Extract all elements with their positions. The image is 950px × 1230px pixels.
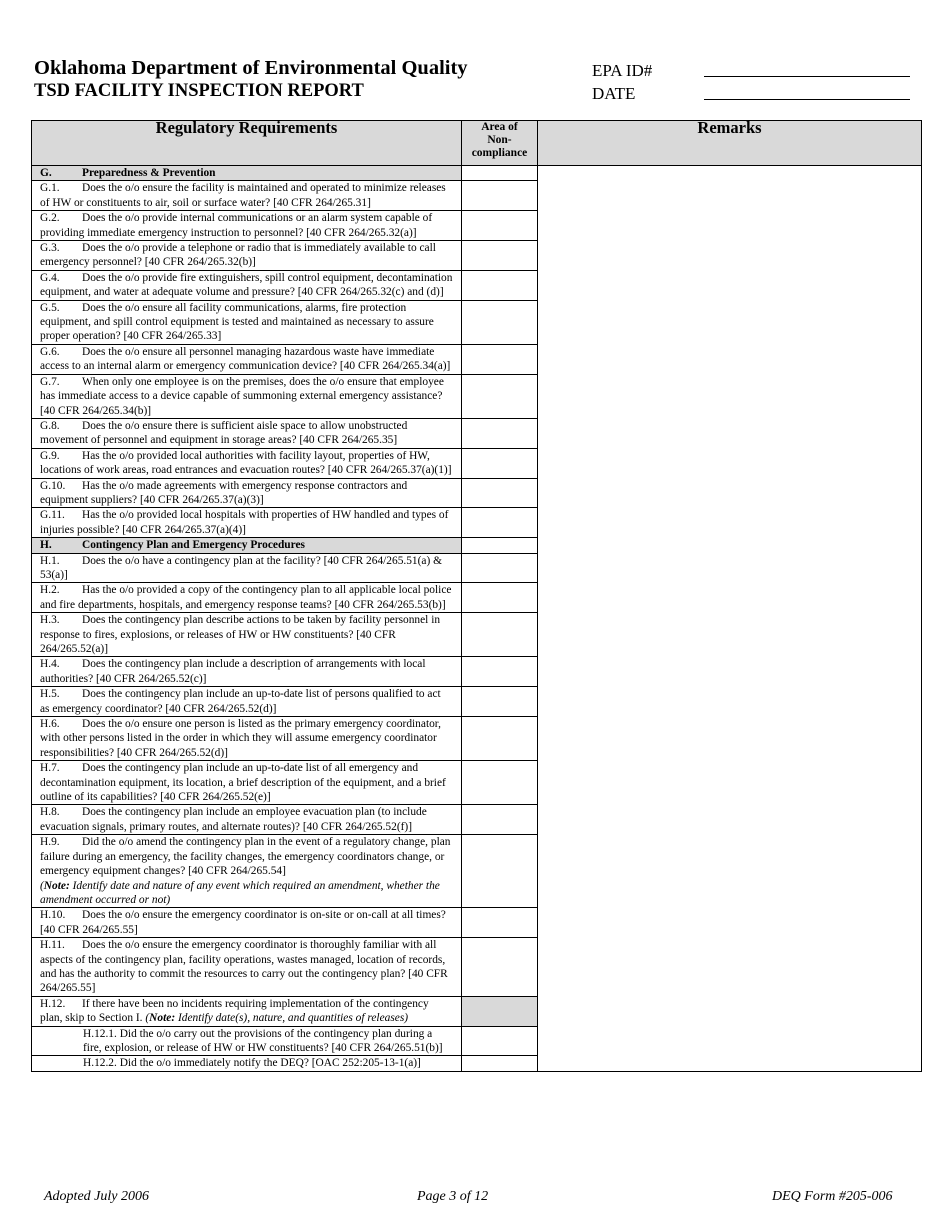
requirement-item: G.1. Does the o/o ensure the facility is maintained and operated to minimize releases of HW or constituents to air, soil or surface water? [40 CFR 264/265.31] [32,181,462,211]
noncompliance-cell[interactable] [462,448,538,478]
noncompliance-cell[interactable] [462,538,538,553]
noncompliance-cell[interactable] [462,687,538,717]
document-header [34,57,468,103]
requirement-item: H.7. Does the contingency plan include an up-to-date list of all emergency and decontamination equipment, its location, a brief description of the equipment, and a brief outline of its capabilities? [40 CFR 264/265.52(e)] [32,761,462,805]
noncompliance-cell[interactable] [462,300,538,344]
noncompliance-cell[interactable] [462,996,538,1026]
requirement-item: H.12. If there have been no incidents requiring implementation of the contingency plan, skip to Section I. (Note: Identify date(s), nature, and quantities of releases) [32,996,462,1026]
requirement-item: G.9. Has the o/o provided local authorities with facility layout, properties of HW, locations of work areas, road entrances and evacuation routes? [40 CFR 264/265.37(a)(1)] [32,448,462,478]
requirement-item: G.8. Does the o/o ensure there is sufficient aisle space to allow unobstructed movement of personnel and equipment in storage areas? [40 CFR 264/265.35] [32,418,462,448]
requirement-item: G.4. Does the o/o provide fire extinguishers, spill control equipment, decontamination equipment, and water at adequate volume and pressure? [40 CFR 264/265.32(c) and (d)] [32,270,462,300]
requirement-item: H.11. Does the o/o ensure the emergency coordinator is thoroughly familiar with all aspects of the contingency plan, facility operations, wastes managed, location of records, and has the authority to commit the resources to carry out the contingency plan? [40 CFR 264/265.55] [32,938,462,997]
requirement-subitem: H.12.2. Did the o/o immediately notify the DEQ? [OAC 252:205-13-1(a)] [32,1056,462,1071]
noncompliance-cell[interactable] [462,1056,538,1071]
noncompliance-cell[interactable] [462,835,538,908]
requirement-item: H.3. Does the contingency plan describe actions to be taken by facility personnel in response to fires, explosions, or releases of HW or HW constituents? [40 CFR 264/265.52(a)] [32,613,462,657]
requirement-item: G.11. Has the o/o provided local hospitals with properties of HW handled and types of injuries possible? [40 CFR 264/265.37(a)(4)] [32,508,462,538]
requirement-subitem: H.12.1. Did the o/o carry out the provisions of the contingency plan during a fire, explosion, or release of HW or HW constituents? [40 CFR 264/265.51(b)] [32,1026,462,1056]
requirement-item: G.5. Does the o/o ensure all facility communications, alarms, fire protection equipment, and spill control equipment is tested and maintained as necessary to assure proper operation? [40 CFR 264/265.33] [32,300,462,344]
noncompliance-cell[interactable] [462,805,538,835]
requirement-item: G.2. Does the o/o provide internal communications or an alarm system capable of providing immediate emergency instruction to personnel? [40 CFR 264/265.32(a)] [32,211,462,241]
epa-id-field[interactable] [704,76,910,77]
noncompliance-cell[interactable] [462,211,538,241]
noncompliance-cell[interactable] [462,270,538,300]
requirement-item: H.6. Does the o/o ensure one person is listed as the primary emergency coordinator, with other persons listed in the order in which they will assume emergency coordinator responsibilities? [40 CFR 264/265.52(d)] [32,717,462,761]
section-heading-g: G. Preparedness & Prevention [32,166,462,181]
noncompliance-cell[interactable] [462,761,538,805]
requirement-item: G.10. Has the o/o made agreements with emergency response contractors and equipment suppliers? [40 CFR 264/265.37(a)(3)] [32,478,462,508]
noncompliance-cell[interactable] [462,583,538,613]
noncompliance-cell[interactable] [462,344,538,374]
inspection-table [31,120,922,1072]
requirement-item: H.2. Has the o/o provided a copy of the contingency plan to all applicable local police and fire departments, hospitals, and emergency response teams? [40 CFR 264/265.53(b)] [32,583,462,613]
footer-adopted: Adopted July 2006 [44,1189,149,1204]
col-header-area: Area of Non-compliance [462,121,538,166]
requirement-item: G.7. When only one employee is on the premises, does the o/o ensure that employee has immediate access to a device capable of summoning external emergency assistance? [40 CFR 264/265.34(b)] [32,374,462,418]
requirement-item: H.4. Does the contingency plan include a description of arrangements with local authorities? [40 CFR 264/265.52(c)] [32,657,462,687]
footer-page: Page 3 of 12 [417,1189,489,1204]
noncompliance-cell[interactable] [462,553,538,583]
noncompliance-cell[interactable] [462,938,538,997]
noncompliance-cell[interactable] [462,908,538,938]
noncompliance-cell[interactable] [462,166,538,181]
date-field[interactable] [704,99,910,100]
noncompliance-cell[interactable] [462,613,538,657]
col-header-requirements: Regulatory Requirements [32,121,462,166]
id-date-fields [592,59,652,105]
col-header-remarks: Remarks [538,121,922,166]
requirement-item: H.10. Does the o/o ensure the emergency coordinator is on-site or on-call at all times? [40 CFR 264/265.55] [32,908,462,938]
remarks-area[interactable] [538,166,922,1072]
noncompliance-cell[interactable] [462,478,538,508]
date-label: DATE [592,84,636,103]
noncompliance-cell[interactable] [462,418,538,448]
footer-form: DEQ Form #205-006 [772,1189,893,1204]
noncompliance-cell[interactable] [462,181,538,211]
noncompliance-cell[interactable] [462,1026,538,1056]
noncompliance-cell[interactable] [462,374,538,418]
requirement-item: H.9. Did the o/o amend the contingency plan in the event of a regulatory change, plan failure during an emergency, the facility changes, the emergency coordinators change, or emergency equipment changes? [40 CFR 264/265.54] (Note: Identify date and nature of any event which required an amendment, whether the amendment occurred or not) [32,835,462,908]
epa-id-label: EPA ID# [592,61,653,80]
requirement-item: G.3. Does the o/o provide a telephone or radio that is immediately available to call emergency personnel? [40 CFR 264/265.32(b)] [32,241,462,271]
noncompliance-cell[interactable] [462,241,538,271]
requirement-item: H.5. Does the contingency plan include an up-to-date list of persons qualified to act as emergency coordinator? [40 CFR 264/265.52(d)] [32,687,462,717]
requirement-item: H.8. Does the contingency plan include an employee evacuation plan (to include evacuation signals, primary routes, and alternate routes)? [40 CFR 264/265.52(f)] [32,805,462,835]
noncompliance-cell[interactable] [462,717,538,761]
requirement-item: G.6. Does the o/o ensure all personnel managing hazardous waste have immediate access to an internal alarm or emergency communication device? [40 CFR 264/265.34(a)] [32,344,462,374]
requirement-item: H.1. Does the o/o have a contingency plan at the facility? [40 CFR 264/265.51(a) & 53(a)] [32,553,462,583]
organization-name: Oklahoma Department of Environmental Quality [34,57,468,79]
report-title: TSD FACILITY INSPECTION REPORT [34,81,364,101]
noncompliance-cell[interactable] [462,508,538,538]
section-heading-h: H. Contingency Plan and Emergency Procedures [32,538,462,553]
noncompliance-cell[interactable] [462,657,538,687]
